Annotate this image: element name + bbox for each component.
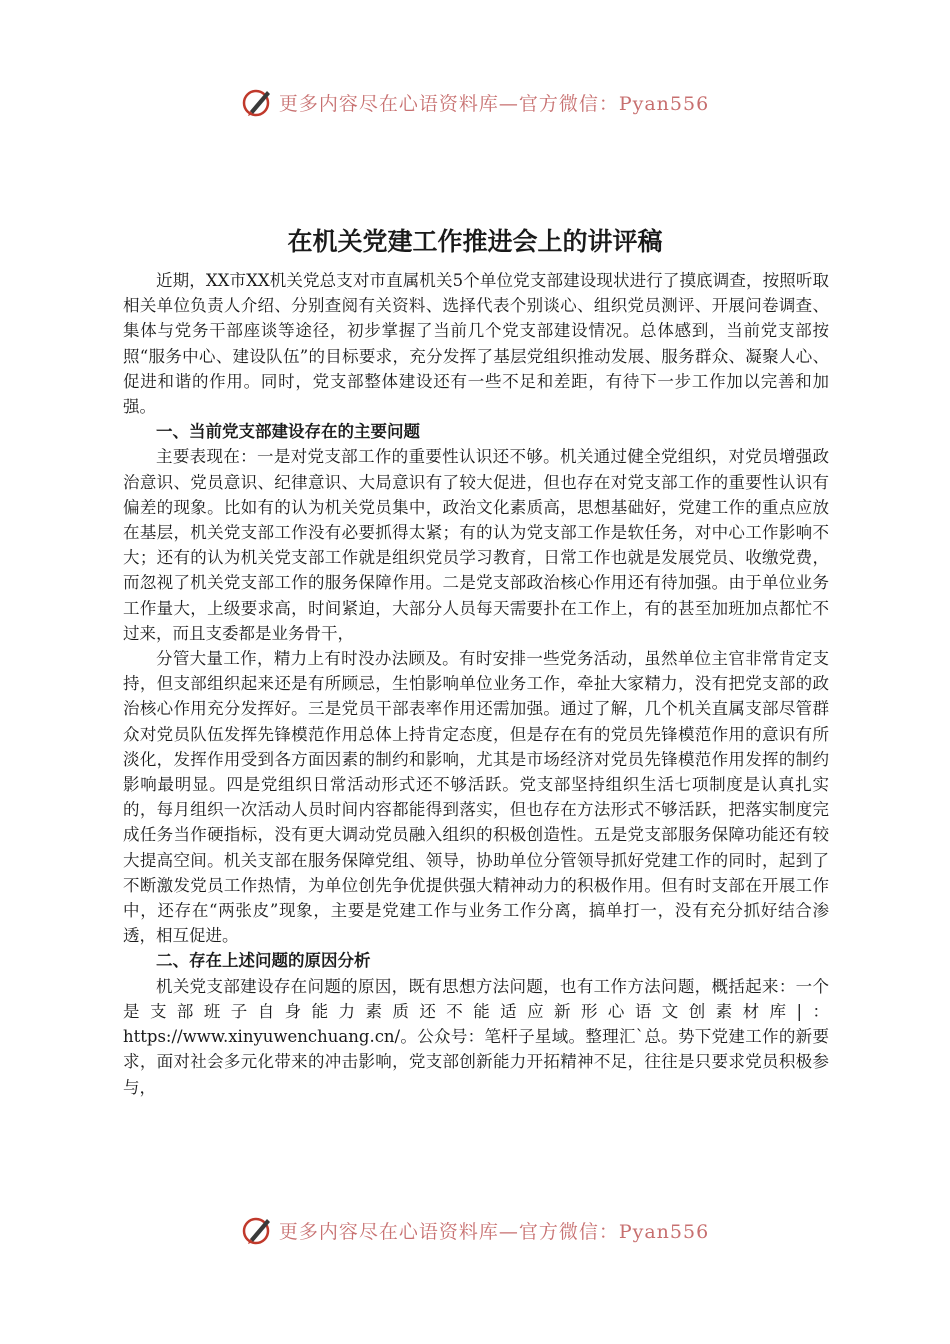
watermark-banner-top	[0, 80, 950, 124]
watermark-text: 更多内容尽在心语资料库—官方微信：Pyan556	[278, 92, 710, 115]
watermark-banner-bottom	[0, 1208, 950, 1252]
pen-logo-icon	[241, 85, 275, 119]
paragraph-problems-continued: 分管大量工作，精力上有时没办法顾及。有时安排一些党务活动，虽然单位主官非常肯定支持，但支部组织起来还是有所顾忌，生怕影响单位业务工作，牵扯大家精力，没有把党支部的政治核心作用充分发挥好。三是党员干部表率作用还需加强。通过了解，几个机关直属支部尽管群众对党员队伍发挥先锋模范作用总体上持肯定态度，但是存在有的党员先锋模范作用的意识有所淡化，发挥作用受到各方面因素的制约和影响，尤其是市场经济对党员先锋模范作用发挥的制约影响最明显。四是党组织日常活动形式还不够活跃。党支部坚持组织生活七项制度是认真扎实的，每月组织一次活动人员时间内容都能得到落实，但也存在方法形式不够活跃，把落实制度完成任务当作硬指标，没有更大调动党员融入组织的积极创造性。五是党支部服务保障功能还有较大提高空间。机关支部在服务保障党组、领导，协助单位分管领导抓好党建工作的同时，起到了不断激发党员工作热情，为单位创先争优提供强大精神动力的积极作用。但有时支部在开展工作中，还存在“两张皮”现象，主要是党建工作与业务工作分离，搞单打一，没有充分抓好结合渗透，相互促进。	[123, 649, 829, 946]
watermark-text: 更多内容尽在心语资料库—官方微信：Pyan556	[278, 1220, 710, 1243]
section-heading-2: 二、存在上述问题的原因分析	[156, 951, 371, 971]
paragraph-intro: 近期，XX市XX机关党总支对市直属机关5个单位党支部建设现状进行了摸底调查，按照听取相关单位负责人介绍、分别查阅有关资料、选择代表个别谈心、组织党员测评、开展问卷调查、集体与党务干部座谈等途径，初步掌握了当前几个党支部建设情况。总体感到，当前党支部按照“服务中心、建设队伍”的目标要求，充分发挥了基层党组织推动发展、服务群众、凝聚人心、促进和谐的作用。同时，党支部整体建设还有一些不足和差距，有待下一步工作加以完善和加强。	[123, 271, 829, 417]
section-heading-1: 一、当前党支部建设存在的主要问题	[156, 422, 420, 442]
pen-logo-icon	[241, 1213, 275, 1247]
paragraph-problems: 主要表现在：一是对党支部工作的重要性认识还不够。机关通过健全党组织，对党员增强政治意识、党员意识、纪律意识、大局意识有了较大促进，但也存在对党支部工作的重要性认识有偏差的现象。比如有的认为机关党员集中，政治文化素质高，思想基础好，党建工作的重点应放在基层，机关党支部工作没有必要抓得太紧；有的认为党支部工作是软任务，对中心工作影响不大；还有的认为机关党支部工作就是组织党员学习教育，日常工作也就是发展党员、收缴党费，而忽视了机关党支部工作的服务保障作用。二是党支部政治核心作用还有待加强。由于单位业务工作量大，上级要求高，时间紧迫，大部分人员每天需要扑在工作上，有的甚至加班加点都忙不过来，而且支委都是业务骨干，	[123, 447, 829, 643]
document-title: 在机关党建工作推进会上的讲评稿	[287, 227, 663, 256]
paragraph-causes: 机关党支部建设存在问题的原因，既有思想方法问题，也有工作方法问题，概括起来：一个是支部班子自身能力素质还不能适应新形心语文创素材库|：https://www.xinyuwenchuang.cn/。公众号：笔杆子星域。整理汇`总。势下党建工作的新要求，面对社会多元化带来的冲击影响，党支部创新能力开拓精神不足，往往是只要求党员积极参与，	[123, 976, 829, 1097]
document-body	[123, 268, 829, 1100]
